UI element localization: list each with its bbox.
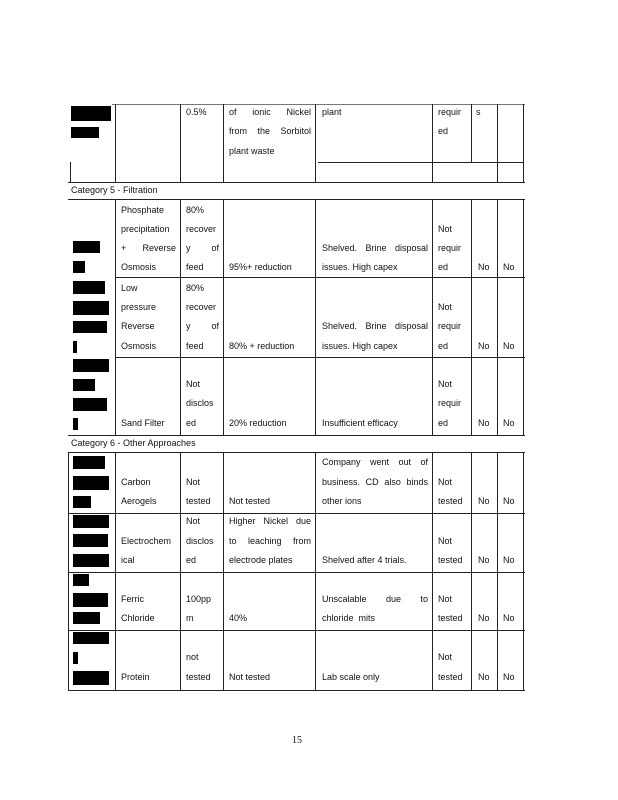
- redaction-block: [73, 515, 109, 528]
- cell-text: y of: [186, 321, 219, 331]
- cell-text: to leaching from: [229, 536, 311, 546]
- cell-text: requir: [438, 398, 462, 408]
- redaction-block: [73, 398, 107, 411]
- cell-text: Low: [121, 283, 138, 293]
- row-divider: [68, 690, 525, 691]
- cell-text: not: [186, 652, 199, 662]
- redaction-block: [73, 359, 109, 372]
- cell-text: + Reverse: [121, 243, 176, 253]
- column-divider: [223, 104, 224, 182]
- cell-text: Aerogels: [121, 496, 157, 506]
- cell-text: No: [478, 672, 490, 682]
- cell-text: No: [478, 262, 490, 272]
- cell-text: disclos: [186, 536, 214, 546]
- cell-text: No: [503, 555, 515, 565]
- column-divider: [523, 199, 524, 435]
- cell-text: 100pp: [186, 594, 212, 604]
- cell-text: Osmosis: [121, 341, 157, 351]
- column-divider: [523, 452, 524, 690]
- cell-text: tested: [186, 672, 211, 682]
- cell-text: electrode plates: [229, 555, 293, 565]
- column-divider: [223, 199, 224, 435]
- column-divider: [497, 199, 498, 435]
- row-divider: [318, 162, 524, 163]
- cell-text: from the Sorbitol: [229, 126, 311, 136]
- category-heading: Category 5 - Filtration: [71, 185, 158, 195]
- column-divider: [497, 452, 498, 690]
- cell-text: tested: [438, 613, 463, 623]
- column-divider: [68, 452, 69, 690]
- column-divider: [180, 452, 181, 690]
- cell-text: No: [478, 613, 490, 623]
- cell-text: 80% + reduction: [229, 341, 295, 351]
- column-divider: [523, 104, 524, 182]
- column-divider: [471, 452, 472, 690]
- cell-text: Osmosis: [121, 262, 157, 272]
- redaction-block: [73, 418, 78, 430]
- cell-text: Sand Filter: [121, 418, 165, 428]
- column-divider: [432, 104, 433, 182]
- cell-text: Not: [438, 477, 453, 487]
- cell-text: Shelved after 4 trials.: [322, 555, 407, 565]
- redaction-block: [73, 456, 105, 469]
- cell-text: No: [503, 672, 515, 682]
- cell-text: No: [478, 418, 490, 428]
- cell-text: Not tested: [229, 496, 271, 506]
- category-heading: Category 6 - Other Approaches: [71, 438, 196, 448]
- cell-text: Not: [438, 652, 453, 662]
- cell-text: business. CD also binds: [322, 477, 428, 487]
- row-divider: [115, 277, 525, 278]
- redaction-block: [73, 261, 85, 273]
- cell-text: No: [478, 341, 490, 351]
- cell-text: s: [476, 107, 481, 117]
- column-divider: [115, 452, 116, 690]
- cell-text: plant: [322, 107, 342, 117]
- cell-text: chloride mits: [322, 613, 376, 623]
- cell-text: Reverse: [121, 321, 155, 331]
- row-divider: [68, 182, 525, 183]
- redaction-block: [73, 379, 95, 391]
- cell-text: recover: [186, 302, 217, 312]
- cell-text: Not: [438, 224, 453, 234]
- column-divider: [180, 104, 181, 182]
- column-divider: [432, 452, 433, 690]
- redaction-block: [73, 612, 100, 624]
- cell-text: 80%: [186, 205, 205, 215]
- row-divider: [68, 630, 525, 631]
- redaction-block: [73, 301, 109, 315]
- column-divider: [315, 452, 316, 690]
- cell-text: No: [503, 613, 515, 623]
- redaction-block: [73, 593, 108, 607]
- cell-text: Chloride: [121, 613, 155, 623]
- cell-text: ed: [438, 341, 449, 351]
- redaction-block: [73, 321, 107, 333]
- cell-text: No: [503, 496, 515, 506]
- cell-text: requir: [438, 243, 462, 253]
- cell-text: Not: [438, 594, 453, 604]
- redaction-block: [73, 241, 100, 253]
- cell-text: No: [478, 555, 490, 565]
- cell-text: Protein: [121, 672, 150, 682]
- row-divider: [68, 572, 525, 573]
- row-divider: [68, 452, 525, 453]
- cell-text: Ferric: [121, 594, 144, 604]
- redaction-block: [73, 632, 109, 644]
- cell-text: Company went out of: [322, 457, 428, 467]
- cell-text: 20% reduction: [229, 418, 287, 428]
- cell-text: Not: [438, 536, 453, 546]
- row-divider: [115, 357, 525, 358]
- cell-text: 95%+ reduction: [229, 262, 292, 272]
- column-divider: [315, 104, 316, 182]
- cell-text: ed: [186, 555, 197, 565]
- redaction-block: [73, 534, 108, 547]
- column-divider: [115, 199, 116, 435]
- page-number: 15: [292, 735, 302, 746]
- cell-text: Not: [186, 477, 201, 487]
- column-divider: [497, 104, 498, 182]
- redaction-block: [73, 671, 109, 685]
- redaction-block: [73, 281, 105, 294]
- cell-text: feed: [186, 341, 204, 351]
- column-divider: [471, 104, 472, 162]
- cell-text: Electrochem: [121, 536, 172, 546]
- cell-text: tested: [186, 496, 211, 506]
- cell-text: plant waste: [229, 146, 275, 156]
- cell-text: pressure: [121, 302, 157, 312]
- column-divider: [70, 162, 71, 182]
- cell-text: Insufficient efficacy: [322, 418, 398, 428]
- column-divider: [115, 104, 116, 182]
- cell-text: disclos: [186, 398, 214, 408]
- cell-text: tested: [438, 555, 463, 565]
- cell-text: Not: [186, 379, 201, 389]
- column-divider: [315, 199, 316, 435]
- cell-text: requir: [438, 107, 462, 117]
- cell-text: No: [478, 496, 490, 506]
- cell-text: 0.5%: [186, 107, 207, 117]
- cell-text: ed: [438, 418, 449, 428]
- column-divider: [180, 199, 181, 435]
- cell-text: ed: [186, 418, 197, 428]
- cell-text: Lab scale only: [322, 672, 380, 682]
- cell-text: Shelved. Brine disposal: [322, 243, 428, 253]
- redaction-block: [73, 476, 109, 490]
- cell-text: of ionic Nickel: [229, 107, 311, 117]
- cell-text: ed: [438, 126, 449, 136]
- cell-text: requir: [438, 321, 462, 331]
- cell-text: No: [503, 341, 515, 351]
- cell-text: Higher Nickel due: [229, 516, 311, 526]
- cell-text: issues. High capex: [322, 341, 398, 351]
- cell-text: issues. High capex: [322, 262, 398, 272]
- cell-text: 80%: [186, 283, 205, 293]
- cell-text: 40%: [229, 613, 248, 623]
- cell-text: Not: [438, 379, 453, 389]
- column-divider: [432, 199, 433, 435]
- cell-text: Not: [438, 302, 453, 312]
- cell-text: m: [186, 613, 194, 623]
- column-divider: [223, 452, 224, 690]
- redaction-block: [73, 574, 89, 586]
- row-divider: [68, 435, 525, 436]
- cell-text: tested: [438, 496, 463, 506]
- cell-text: precipitation: [121, 224, 170, 234]
- cell-text: Unscalable due to: [322, 594, 428, 604]
- cell-text: y of: [186, 243, 219, 253]
- row-divider: [112, 104, 525, 105]
- cell-text: other ions: [322, 496, 362, 506]
- cell-text: Not tested: [229, 672, 271, 682]
- redaction-block: [73, 496, 91, 508]
- cell-text: ical: [121, 555, 135, 565]
- cell-text: Carbon: [121, 477, 151, 487]
- cell-text: recover: [186, 224, 217, 234]
- redaction-block: [73, 341, 77, 353]
- column-divider: [471, 199, 472, 435]
- cell-text: No: [503, 418, 515, 428]
- cell-text: Not: [186, 516, 201, 526]
- cell-text: tested: [438, 672, 463, 682]
- cell-text: Shelved. Brine disposal: [322, 321, 428, 331]
- cell-text: No: [503, 262, 515, 272]
- row-divider: [68, 199, 525, 200]
- redaction-block: [73, 554, 109, 567]
- redaction-block: [73, 652, 78, 664]
- redaction-block: [71, 106, 111, 121]
- redaction-block: [71, 127, 99, 138]
- cell-text: ed: [438, 262, 449, 272]
- cell-text: feed: [186, 262, 204, 272]
- cell-text: Phosphate: [121, 205, 165, 215]
